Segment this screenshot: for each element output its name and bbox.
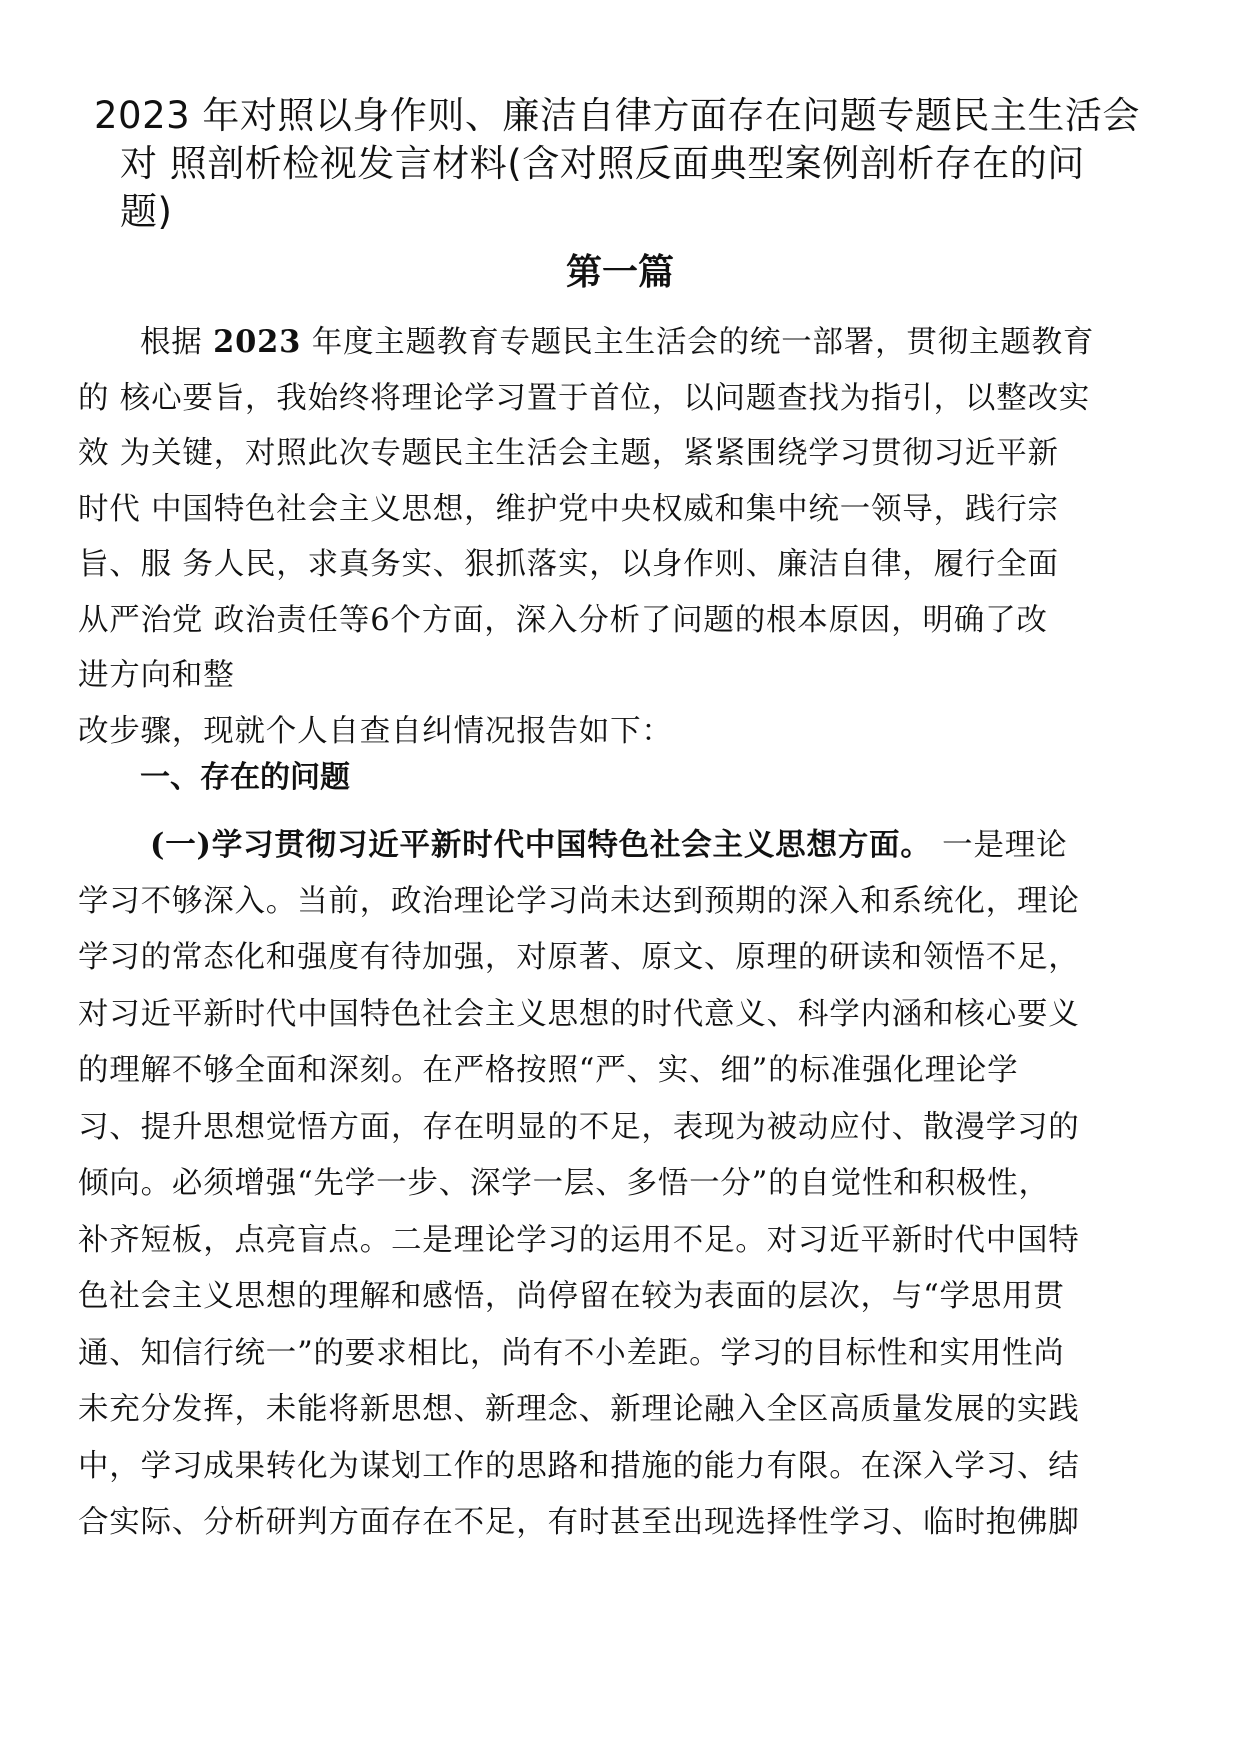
heading-existing-problems: 一、存在的问题: [140, 760, 350, 795]
intro-line: 从严治党 政治责任等6个方面，深入分析了问题的根本原因，明确了改: [78, 602, 1048, 638]
section-title: 第一篇: [565, 251, 674, 293]
subsection-line: 未充分发挥，未能将新思想、新理念、新理论融入全区高质量发展的实践: [78, 1392, 1080, 1427]
intro-line: 效 为关键，对照此次专题民主生活会主题，紧紧围绕学习贯彻习近平新: [78, 436, 1059, 471]
subsection-line: 通、知信行统一”的要求相比，尚有不小差距。学习的目标性和实用性尚: [78, 1335, 1065, 1371]
subsection-line: 倾向。必须增强“先学一步、深学一层、多悟一分”的自觉性和积极性，: [78, 1166, 1050, 1201]
intro-year: 2023: [213, 324, 302, 360]
title-line-3: 题): [120, 190, 173, 233]
subsection-line: 的理解不够全面和深刻。在严格按照“严、实、细”的标准强化理论学: [78, 1053, 1019, 1088]
intro-line: 进方向和整: [78, 658, 235, 693]
subsection-line: 补齐短板，点亮盲点。二是理论学习的运用不足。对习近平新时代中国特: [78, 1222, 1080, 1258]
intro-line-1-after: 年度主题教育专题民主生活会的统一部署，贯彻主题教育: [301, 325, 1095, 360]
title-line-1: 2023 年对照以身作则、廉洁自律方面存在问题专题民主生活会: [94, 94, 1140, 137]
intro-paragraph: [78, 315, 1158, 759]
subsection-line: 合实际、分析研判方面存在不足，有时甚至出现选择性学习、临时抱佛脚: [78, 1505, 1080, 1540]
intro-line: 的 核心要旨，我始终将理论学习置于首位，以问题查找为指引，以整改实: [78, 380, 1091, 416]
subsection-line: 中，学习成果转化为谋划工作的思路和措施的能力有限。在深入学习、结: [78, 1448, 1080, 1484]
subsection-line: 学习不够深入。当前，政治理论学习尚未达到预期的深入和系统化，理论: [78, 883, 1080, 919]
intro-line: 时代 中国特色社会主义思想，维护党中央权威和集中统一领导，践行宗: [78, 491, 1059, 527]
intro-line-1: [78, 315, 1158, 371]
subsection-line: 色社会主义思想的理解和感悟，尚停留在较为表面的层次，与“学思用贯: [78, 1279, 1065, 1314]
intro-line-1-before: 根据: [140, 325, 214, 360]
subsection-line: 学习的常态化和强度有待加强，对原著、原文、原理的研读和领悟不足，: [78, 940, 1080, 975]
title-line-2: 对 照剖析检视发言材料(含对照反面典型案例剖析存在的问: [120, 142, 1085, 185]
subsection-line-1: [78, 817, 1158, 874]
subsection-heading: (一)学习贯彻习近平新时代中国特色社会主义思想方面。: [150, 827, 932, 863]
subsection-line-1-tail: 一是理论: [931, 828, 1068, 863]
subsection-line: 对习近平新时代中国特色社会主义思想的时代意义、科学内涵和核心要义: [78, 996, 1080, 1032]
document-title: [80, 92, 1160, 236]
subsection-line: 习、提升思想觉悟方面，存在明显的不足，表现为被动应付、散漫学习的: [78, 1109, 1080, 1145]
subsection-paragraph: [78, 817, 1158, 1552]
intro-line: 改步骤，现就个人自查自纠情况报告如下：: [78, 713, 673, 749]
intro-line: 旨、服 务人民，求真务实、狠抓落实，以身作则、廉洁自律，履行全面: [78, 547, 1059, 582]
